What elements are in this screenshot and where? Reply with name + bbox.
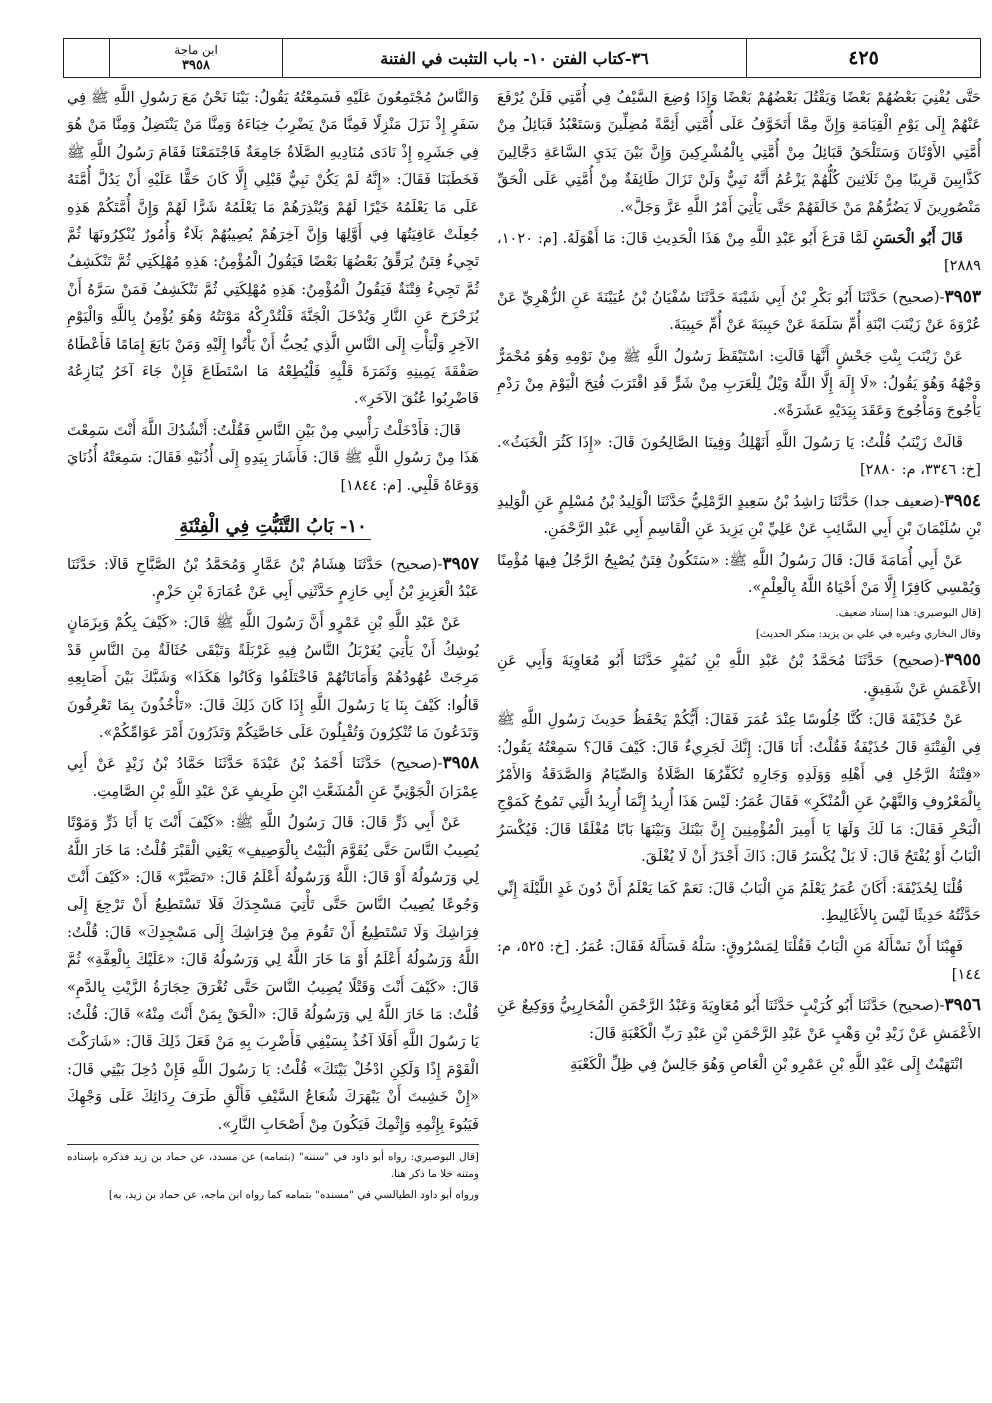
chapter-title: ١٠- بَابُ التَّثَبُّتِ فِي الْفِتْنَةِ bbox=[175, 516, 371, 540]
hadith-matn: عَنْ زَيْنَبَ بِنْتِ جَحْشٍ أَنَّهَا قَالَتِ: اسْتَيْقَظَ رَسُولُ اللَّهِ ﷺ مِنْ نَوْمِهِ وَهُوَ مُحْمَرٌّ وَجْهُهُ وَهُوَ يَقُولُ: «لَا إِلَهَ إِلَّا اللَّهُ وَيْلٌ لِلْعَرَبِ مِنْ شَرٍّ قَدِ اقْتَرَبَ فُتِحَ الْيَوْمَ مِنْ رَدْمِ يَأْجُوجَ وَمَأْجُوجَ وَعَقَدَ بِيَدَيْهِ عَشَرَةً». bbox=[497, 347, 981, 420]
hadith-isnad bbox=[497, 488, 981, 543]
paragraph-text: لَمَّا فَرَغَ أَبُو عَبْدِ اللَّهِ مِنْ هَذَا الْحَدِيثِ قَالَ: مَا أَهْوَلَهُ. [م: ١٠٢٠، ٢٨٨٩] bbox=[497, 230, 981, 275]
reference-number: ٣٩٥٨ bbox=[182, 58, 210, 73]
hadith-number: ٣٩٥٨ bbox=[442, 753, 479, 774]
hadith-isnad bbox=[67, 551, 479, 606]
footnote-divider bbox=[67, 1144, 479, 1145]
hadith-number: ٣٩٥٦ bbox=[944, 995, 981, 1016]
hadith-matn: قَالَتْ زَيْنَبُ قُلْتُ: يَا رَسُولَ اللَّهِ أَنَهْلِكُ وَفِينَا الصَّالِحُونَ قَالَ: «إِذَا كَثُرَ الْخَبَثُ». [خ: ٣٣٤٦، م: ٢٨٨٠] bbox=[497, 433, 981, 479]
hadith-isnad bbox=[497, 992, 981, 1047]
hadith-reference bbox=[110, 39, 282, 77]
isnad-text: -(صحيح) حَدَّثَنَا أَحْمَدُ بْنُ عَبْدَةَ حَدَّثَنَا حَمَّادُ بْنُ زَيْدٍ عَنْ أَبِي عِمْرَانَ الْجَوْنِيِّ عَنِ الْمُشَعَّثِ ابْنِ طَرِيفٍ عَنْ عَبْدِ اللَّهِ بْنِ الصَّامِتِ. bbox=[67, 755, 479, 800]
isnad-text: -(صحيح) حَدَّثَنَا أَبُو بَكْرِ بْنُ أَبِي شَيْبَةَ حَدَّثَنَا سُفْيَانُ بْنُ عُيَيْنَةَ عَنِ الزُّهْرِيِّ عَنْ عُرْوَةَ عَنْ زَيْنَبَ ابْنَةِ أُمِّ سَلَمَةَ عَنْ حَبِيبَةَ عَنْ أُمِّ حَبِيبَةَ. bbox=[497, 288, 981, 334]
paragraph: وَالنَّاسُ مُجْتَمِعُونَ عَلَيْهِ فَسَمِعْتُهُ يَقُولُ: بَيْنَا نَحْنُ مَعَ رَسُولِ اللَّهِ ﷺ فِي سَفَرٍ إِذْ نَزَلَ مَنْزِلًا فَمِنَّا مَنْ يَضْرِبُ خِبَاءَهُ وَمِنَّا مَنْ يَنْتَضِلُ وَمِنَّا مَنْ هُوَ فِي جَشَرِهِ إِذْ نَادَى مُنَادِيهِ الصَّلَاةُ جَامِعَةٌ فَاجْتَمَعْنَا فَقَامَ رَسُولُ اللَّهِ ﷺ فَخَطَبَنَا فَقَالَ: «إِنَّهُ لَمْ يَكُنْ نَبِيٌّ قَبْلِي إِلَّا كَانَ حَقًّا عَلَيْهِ أَنْ يَدُلَّ أُمَّتَهُ عَلَى مَا يَعْلَمُهُ خَيْرًا لَهُمْ وَيُنْذِرَهُمْ مَا يَعْلَمُهُ شَرًّا لَهُمْ وَإِنَّ أُمَّتَكُمْ هَذِهِ جُعِلَتْ عَافِيَتُهَا فِي أَوَّلِهَا وَإِنَّ آخِرَهُمْ يُصِيبُهُمْ بَلَاءٌ وَأُمُورٌ يُنْكِرُونَهَا ثُمَّ تَجِيءُ فِتَنٌ يُرَقِّقُ بَعْضُهَا بَعْضًا فَيَقُولُ الْمُؤْمِنُ: هَذِهِ مُهْلِكَتِي ثُمَّ تَنْكَشِفُ ثُمَّ تَجِيءُ فِتْنَةٌ فَيَقُولُ الْمُؤْمِنُ: هَذِهِ مُهْلِكَتِي ثُمَّ تَنْكَشِفُ فَمَنْ سَرَّهُ أَنْ يُزَحْزَحَ عَنِ النَّارِ وَيُدْخَلَ الْجَنَّةَ فَلْتُدْرِكْهُ مَوْتَتُهُ وَهُوَ يُؤْمِنُ بِاللَّهِ وَالْيَوْمِ الآخِرِ وَلْيَأْتِ إِلَى النَّاسِ الَّذِي يُحِبُّ أَنْ يَأْتُوا إِلَيْهِ وَمَنْ بَايَعَ إِمَامًا فَأَعْطَاهُ صَفْقَةَ يَمِينِهِ وَثَمَرَةَ قَلْبِهِ فَلْيُطِعْهُ مَا اسْتَطَاعَ فَإِنْ جَاءَ آخَرُ يُنَازِعُهُ فَاضْرِبُوا عُنُقَ الآخَرِ». bbox=[67, 89, 479, 408]
hadith-matn: قُلْنَا لِحُذَيْفَةَ: أَكَانَ عُمَرُ يَعْلَمُ مَنِ الْبَابُ قَالَ: نَعَمْ كَمَا يَعْلَمُ أَنَّ دُونَ غَدٍ اللَّيْلَةَ إِنِّي حَدَّثْتُهُ حَدِيثًا لَيْسَ بِالأَغَالِيطِ. bbox=[497, 879, 981, 924]
chapter-heading bbox=[67, 513, 479, 540]
footnote: [قال البوصيري: هذا إسناد ضعيف. bbox=[835, 607, 981, 620]
hadith-isnad bbox=[497, 647, 981, 702]
hadith-number: ٣٩٥٧ bbox=[442, 553, 479, 574]
right-column bbox=[497, 84, 981, 1082]
hadith-matn: فَهِبْنَا أَنْ نَسْأَلَهُ مَنِ الْبَابُ فَقُلْنَا لِمَسْرُوقٍ: سَلْهُ فَسَأَلَهُ فَقَالَ: عُمَرُ. [خ: ٥٢٥، م: ١٤٤] bbox=[497, 938, 981, 983]
footnote: ورواه أبو داود الطيالسي في "مسنده" بتمامه كما رواه ابن ماجه، عن حماد بن زيد، به] bbox=[108, 1189, 479, 1202]
hadith-isnad bbox=[67, 750, 479, 805]
hadith-matn: عَنْ حُذَيْفَةَ قَالَ: كُنَّا جُلُوسًا عِنْدَ عُمَرَ فَقَالَ: أَيُّكُمْ يَحْفَظُ حَدِيثَ رَسُولِ اللَّهِ ﷺ فِي الْفِتْنَةِ قَالَ حُذَيْفَةُ فَقُلْتُ: أَنَا قَالَ: إِنَّكَ لَجَرِيءٌ قَالَ: كَيْفَ قَالَ؟ سَمِعْتُهُ يَقُولُ: «فِتْنَةُ الرَّجُلِ فِي أَهْلِهِ وَوَلَدِهِ وَجَارِهِ تُكَفِّرُهَا الصَّلَاةُ وَالصِّيَامُ وَالصَّدَقَةُ وَالأَمْرُ بِالْمَعْرُوفِ وَالنَّهْيُ عَنِ الْمُنْكَرِ» فَقَالَ عُمَرُ: لَيْسَ هَذَا أُرِيدُ إِنَّمَا أُرِيدُ الَّتِي تَمُوجُ كَمَوْجِ الْبَحْرِ فَقَالَ: مَا لَكَ وَلَهَا يَا أَمِيرَ الْمُؤْمِنِينَ إِنَّ بَيْنَكَ وَبَيْنَهَا بَابًا مُغْلَقًا قَالَ: فَيُكْسَرُ الْبَابُ أَوْ يُفْتَحُ قَالَ: لَا بَلْ يُكْسَرُ قَالَ: ذَاكَ أَجْدَرُ أَنْ لَا يُغْلَقَ. bbox=[497, 711, 981, 866]
page-number: ٤٢٥ bbox=[746, 39, 980, 77]
hadith-isnad bbox=[497, 284, 981, 339]
hadith-matn: عَنْ عَبْدِ اللَّهِ بْنِ عَمْرٍو أَنَّ رَسُولَ اللَّهِ ﷺ قَالَ: «كَيْفَ بِكُمْ وَبِزَمَانٍ يُوشِكُ أَنْ يَأْتِيَ يُغَرْبَلُ النَّاسُ فِيهِ غَرْبَلَةً وَتَبْقَى حُثَالَةٌ مِنَ النَّاسِ قَدْ مَرِجَتْ عُهُودُهُمْ وَأَمَانَاتُهُمْ فَاخْتَلَفُوا وَكَانُوا هَكَذَا» وَشَبَّكَ بَيْنَ أَصَابِعِهِ قَالُوا: كَيْفَ بِنَا يَا رَسُولَ اللَّهِ إِذَا كَانَ ذَلِكَ قَالَ: «تَأْخُذُونَ بِمَا تَعْرِفُونَ وَتَدَعُونَ مَا تُنْكِرُونَ وَتُقْبِلُونَ عَلَى خَاصَّتِكُمْ وَتَذَرُونَ أَمْرَ عَوَامِّكُمْ». bbox=[67, 614, 479, 741]
paragraph: قَالَ: فَأَدْخَلْتُ رَأْسِي مِنْ بَيْنِ النَّاسِ فَقُلْتُ: أَنْشُدُكَ اللَّهَ أَنْتَ سَمِعْتَ هَذَا مِنْ رَسُولِ اللَّهِ ﷺ قَالَ: فَأَشَارَ بِيَدِهِ إِلَى أُذُنَيْهِ فَقَالَ: سَمِعَتْهُ أُذُنَايَ وَوَعَاهُ قَلْبِي. [م: ١٨٤٤] bbox=[67, 421, 479, 494]
isnad-text: -(صحيح) حَدَّثَنَا هِشَامُ بْنُ عَمَّارٍ وَمُحَمَّدُ بْنُ الصَّبَّاحِ قَالَا: حَدَّثَنَا عَبْدُ الْعَزِيزِ بْنُ أَبِي حَازِمٍ حَدَّثَنِي أَبِي عَنْ عُمَارَةَ بْنِ حَزْمٍ. bbox=[67, 555, 479, 600]
footnote: وقال البخاري وغيره في علي بن يزيد: منكر الحديث] bbox=[755, 628, 981, 641]
hadith-number: ٣٩٥٥ bbox=[944, 650, 981, 671]
paragraph bbox=[497, 225, 981, 280]
hadith-matn: عَنْ أَبِي أُمَامَةَ قَالَ: قَالَ رَسُولُ اللَّهِ ﷺ: «سَتَكُونُ فِتَنٌ يُصْبِحُ الرَّجُلُ فِيهَا مُؤْمِنًا وَيُمْسِي كَافِرًا إِلَّا مَنْ أَحْيَاهُ اللَّهُ بِالْعِلْمِ». bbox=[497, 551, 981, 596]
header-margin-cell bbox=[64, 39, 110, 77]
left-column bbox=[67, 84, 479, 1208]
hadith-matn: انْتَهَيْتُ إِلَى عَبْدِ اللَّهِ بْنِ عَمْرِو بْنِ الْعَاصِ وَهُوَ جَالِسٌ فِي ظِلِّ الْكَعْبَةِ bbox=[570, 1056, 963, 1073]
speaker-name: قَالَ أَبُو الْحَسَنِ bbox=[872, 230, 963, 248]
hadith-matn: عَنْ أَبِي ذَرٍّ قَالَ: قَالَ رَسُولُ اللَّهِ ﷺ: «كَيْفَ أَنْتَ يَا أَبَا ذَرٍّ وَمَوْتًا يُصِيبُ النَّاسَ حَتَّى يُقَوَّمَ الْبَيْتُ بِالْوَصِيفِ» يَعْنِي الْقَبْرَ قُلْتُ: مَا خَارَ اللَّهُ لِي وَرَسُولُهُ أَوْ قَالَ: اللَّهُ وَرَسُولُهُ أَعْلَمُ قَالَ: «تَصَبَّرْ» قَالَ: «كَيْفَ أَنْتَ وَجُوعًا يُصِيبُ النَّاسَ حَتَّى تَأْتِيَ مَسْجِدَكَ فَلَا تَسْتَطِيعُ أَنْ تَرْجِعَ إِلَى فِرَاشِكَ وَلَا تَسْتَطِيعُ أَنْ تَقُومَ مِنْ فِرَاشِكَ إِلَى مَسْجِدِكَ» قَالَ: قُلْتُ: اللَّهُ وَرَسُولُهُ أَعْلَمُ أَوْ مَا خَارَ اللَّهُ لِي وَرَسُولُهُ قَالَ: «عَلَيْكَ بِالْعِفَّةِ» ثُمَّ قَالَ: «كَيْفَ أَنْتَ وَقَتْلًا يُصِيبُ النَّاسَ حَتَّى تُغْرَقَ حِجَارَةُ الزَّيْتِ بِالدَّمِ» قُلْتُ: مَا خَارَ اللَّهُ لِي وَرَسُولُهُ قَالَ: «الْحَقْ بِمَنْ أَنْتَ مِنْهُ» قَالَ: قُلْتُ: يَا رَسُولَ اللَّهِ أَفَلَا آخُذُ بِسَيْفِي فَأَضْرِبَ بِهِ مَنْ فَعَلَ ذَلِكَ قَالَ: «شَارَكْتَ الْقَوْمَ إِذًا وَلَكِنِ ادْخُلْ بَيْتَكَ» قُلْتُ: يَا رَسُولَ اللَّهِ فَإِنْ دُخِلَ بَيْتِي قَالَ: «إِنْ خَشِيتَ أَنْ يَبْهَرَكَ شُعَاعُ السَّيْفِ فَأَلْقِ طَرَفَ رِدَائِكَ عَلَى وَجْهِكَ فَيَبُوءَ بِإِثْمِهِ وَإِثْمِكَ فَيَكُونَ مِنْ أَصْحَابِ النَّارِ». bbox=[67, 814, 479, 1133]
hadith-number: ٣٩٥٤ bbox=[944, 490, 981, 511]
footnote: [قال البوصيري: رواه أبو داود في "سننه" (بتمامه) عن مسدد، عن حماد بن زيد فذكره بإسناده ومتنه خلا ما ذكر هنا. bbox=[67, 1151, 479, 1181]
paragraph: حَتَّى يُفْنِيَ بَعْضُهُمْ بَعْضًا وَيَقْتُلَ بَعْضُهُمْ بَعْضًا وَإِذَا وُضِعَ السَّيْفُ فِي أُمَّتِي فَلَنْ يُرْفَعَ عَنْهُمْ إِلَى يَوْمِ الْقِيَامَةِ وَإِنَّ مِمَّا أَتَخَوَّفُ عَلَى أُمَّتِي أَئِمَّةً مُضِلِّينَ وَسَتَعْبُدُ قَبَائِلُ مِنْ أُمَّتِي الأَوْثَانَ وَسَتَلْحَقُ قَبَائِلُ مِنْ أُمَّتِي بِالْمُشْرِكِينَ وَإِنَّ بَيْنَ يَدَيِ السَّاعَةِ دَجَّالِينَ كَذَّابِينَ قَرِيبًا مِنْ ثَلَاثِينَ كُلُّهُمْ يَزْعُمُ أَنَّهُ نَبِيٌّ وَلَنْ تَزَالَ طَائِفَةٌ مِنْ أُمَّتِي عَلَى الْحَقِّ مَنْصُورِينَ لَا يَضُرُّهُمْ مَنْ خَالَفَهُمْ حَتَّى يَأْتِيَ أَمْرُ اللَّهِ عَزَّ وَجَلَّ». bbox=[497, 89, 981, 216]
isnad-text: -(ضعيف جدا) حَدَّثَنَا رَاشِدُ بْنُ سَعِيدٍ الرَّمْلِيُّ حَدَّثَنَا الْوَلِيدُ بْنُ مُسْلِمٍ عَنِ الْوَلِيدِ بْنِ سُلَيْمَانَ بْنِ أَبِي السَّائِبِ عَنْ عَلِيِّ بْنِ يَزِيدَ عَنِ الْقَاسِمِ أَبِي عَبْدِ الرَّحْمَنِ. bbox=[497, 492, 981, 538]
hadith-number: ٣٩٥٣ bbox=[944, 286, 981, 307]
running-title: ٣٦-كتاب الفتن ١٠- باب التثبت في الفتنة bbox=[282, 39, 746, 77]
reference-book: ابن ماجة bbox=[174, 43, 218, 57]
isnad-text: -(صحيح) حَدَّثَنَا مُحَمَّدُ بْنُ عَبْدِ اللَّهِ بْنِ نُمَيْرٍ حَدَّثَنَا أَبُو مُعَاوِيَةَ وَأَبِي عَنِ الأَعْمَشِ عَنْ شَقِيقٍ. bbox=[497, 652, 981, 697]
page-header bbox=[63, 38, 981, 78]
isnad-text: -(صحيح) حَدَّثَنَا أَبُو كُرَيْبٍ حَدَّثَنَا أَبُو مُعَاوِيَةَ وَعَبْدُ الرَّحْمَنِ الْمُحَارِبِيُّ وَوَكِيعٌ عَنِ الأَعْمَشِ عَنْ زَيْدِ بْنِ وَهْبٍ عَنْ عَبْدِ الرَّحْمَنِ بْنِ عَبْدِ رَبِّ الْكَعْبَةِ قَالَ: bbox=[497, 997, 981, 1042]
